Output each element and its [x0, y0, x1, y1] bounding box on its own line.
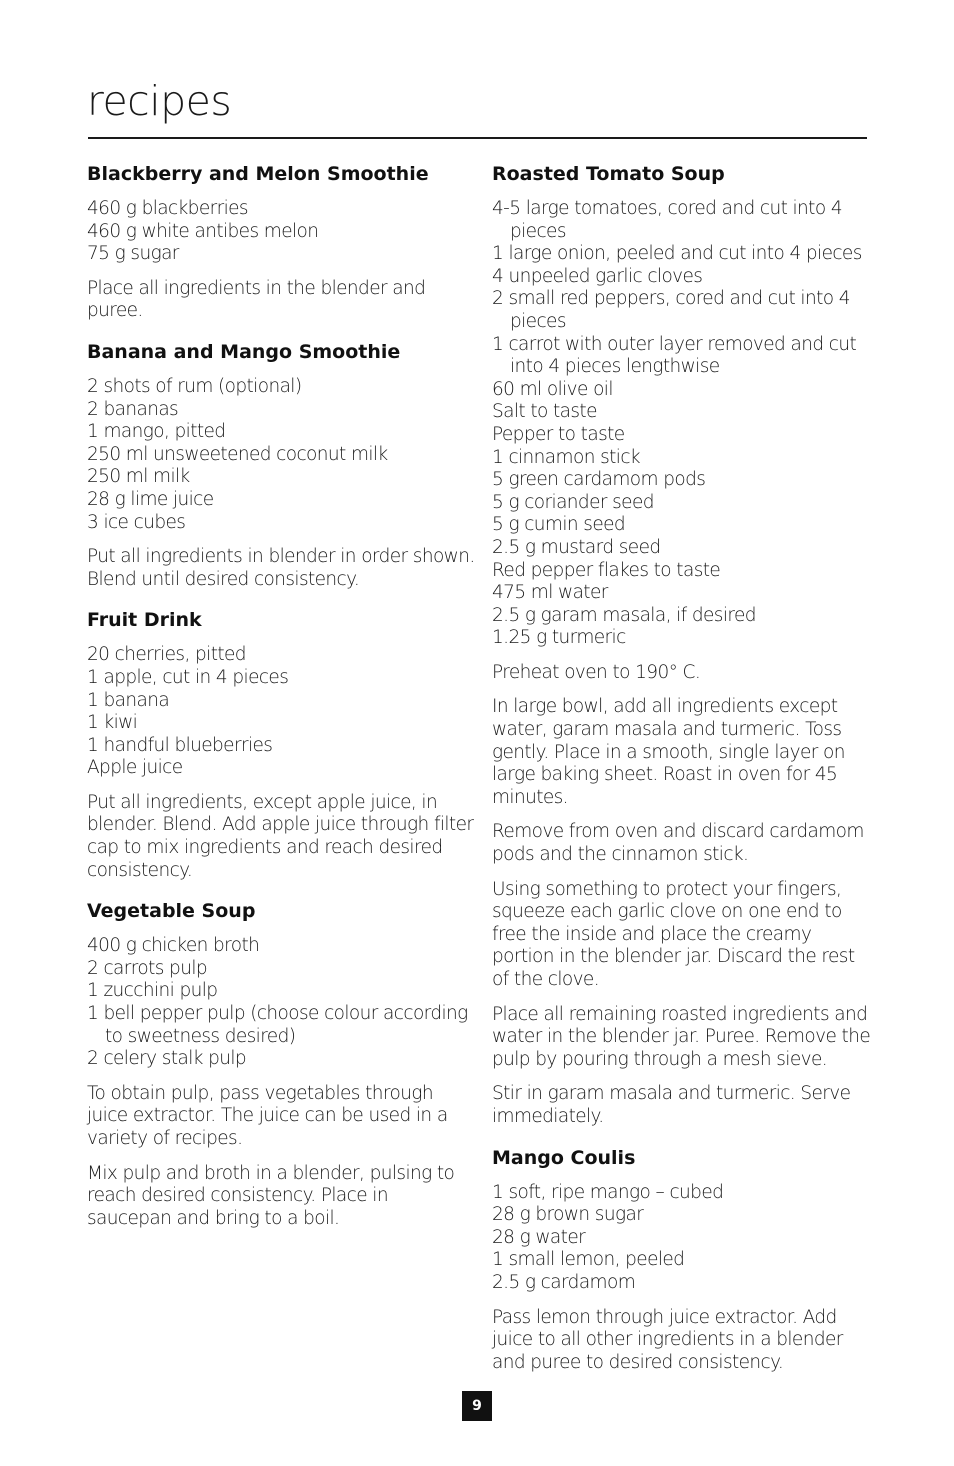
left-column [87, 163, 477, 1248]
instruction-paragraph: Place all remaining roasted ingredients and water in the blender jar. Puree. Remove the pulp by pouring through a mesh sieve. [492, 1003, 871, 1070]
ingredient-item: 2 bananas [87, 398, 179, 420]
instruction-paragraph: In large bowl, add all ingredients except water, garam masala and turmeric. Toss gently. Place in a smooth, single layer on large baking sheet. Roast in oven for 45 minutes. [492, 696, 845, 808]
ingredient-item: 1 carrot with outer layer removed and cut into 4 pieces lengthwise [492, 333, 857, 378]
ingredient-item: 4 unpeeled garlic cloves [492, 265, 703, 287]
ingredient-list [87, 644, 477, 780]
ingredient-item: 3 ice cubes [87, 511, 186, 533]
ingredient-item: 2.5 g mustard seed [492, 536, 661, 558]
ingredient-item: 1 large onion, peeled and cut into 4 pieces [492, 243, 862, 265]
instruction-paragraph: Put all ingredients, except apple juice, in blender. Blend. Add apple juice through filter cap to mix ingredients and reach desired consistency. [87, 791, 474, 881]
recipe-title: Vegetable Soup [87, 900, 256, 923]
right-column [492, 163, 872, 1392]
instruction-paragraph: Stir in garam masala and turmeric. Serve immediately. [492, 1083, 851, 1127]
instruction-paragraph: Place all ingredients in the blender and puree. [87, 277, 426, 322]
ingredient-item: 2.5 g garam masala, if desired [492, 604, 756, 626]
ingredient-item: 400 g chicken broth [87, 935, 260, 957]
title-divider [88, 137, 867, 139]
recipe-vegetable-soup [87, 900, 477, 1230]
recipe-fruit-drink [87, 609, 477, 882]
ingredient-item: 1 cinnamon stick [492, 446, 641, 468]
ingredient-list [87, 198, 477, 266]
recipe-title: Fruit Drink [87, 609, 202, 632]
instruction-paragraph: Put all ingredients in blender in order shown. Blend until desired consistency. [87, 546, 475, 590]
ingredient-item: 1 small lemon, peeled [492, 1249, 685, 1271]
ingredient-list [87, 376, 477, 534]
ingredient-item: 1 mango, pitted [87, 421, 226, 443]
ingredient-item: 2 carrots pulp [87, 957, 208, 979]
ingredient-item: 1 apple, cut in 4 pieces [87, 666, 289, 688]
ingredient-item: 75 g sugar [87, 243, 179, 265]
ingredient-item: 28 g brown sugar [492, 1204, 644, 1226]
ingredient-item: 2 small red peppers, cored and cut into 4 pieces [492, 288, 850, 332]
ingredient-item: 20 cherries, pitted [87, 644, 246, 666]
ingredient-item: 28 g lime juice [87, 488, 214, 510]
recipe-title: Roasted Tomato Soup [492, 163, 725, 185]
ingredient-item: 5 green cardamom pods [492, 469, 706, 491]
recipe-banana-and-mango-smoothie [87, 341, 477, 591]
ingredient-list [492, 198, 872, 650]
recipe-title: Banana and Mango Smoothie [87, 340, 401, 363]
recipe-mango-coulis [492, 1147, 872, 1375]
ingredient-item: 4-5 large tomatoes, cored and cut into 4 pieces [492, 198, 843, 242]
instruction-paragraph: Preheat oven to 190° C. [492, 661, 701, 683]
ingredient-item: 460 g blackberries [87, 198, 248, 219]
ingredient-list [492, 1182, 872, 1295]
ingredient-item: 60 ml olive oil [492, 378, 613, 400]
ingredient-item: 2.5 g cardamom [492, 1271, 636, 1293]
ingredient-item: 1 soft, ripe mango – cubed [492, 1181, 724, 1203]
ingredient-item: 460 g white antibes melon [87, 220, 319, 242]
ingredient-item: 2 shots of rum (optional) [87, 375, 302, 397]
instruction-paragraph: Mix pulp and broth in a blender, pulsing to reach desired consistency. Place in saucepan and bring to a boil. [87, 1162, 455, 1229]
ingredient-item: 1 kiwi [87, 712, 138, 734]
ingredient-item: Pepper to taste [492, 423, 625, 445]
ingredient-item: 28 g water [492, 1226, 586, 1248]
instruction-paragraph: Pass lemon through juice extractor. Add juice to all other ingredients in a blender and puree to desired consistency. [492, 1306, 843, 1373]
instruction-paragraph: Remove from oven and discard cardamom pods and the cinnamon stick. [492, 821, 864, 866]
ingredient-item: 475 ml water [492, 582, 608, 604]
ingredient-item: 1 handful blueberries [87, 734, 273, 756]
ingredient-item: 1 banana [87, 689, 170, 711]
ingredient-item: Salt to taste [492, 401, 597, 423]
ingredient-item: Apple juice [87, 757, 183, 779]
ingredient-item: 250 ml milk [87, 466, 190, 488]
recipe-title: Mango Coulis [492, 1146, 636, 1169]
recipe-roasted-tomato-soup [492, 163, 872, 1129]
ingredient-item: 1 bell pepper pulp (choose colour according to sweetness desired) [87, 1003, 468, 1047]
instruction-paragraph: Using something to protect your fingers, squeeze each garlic clove on one end to free the inside and place the creamy portion in the blender jar. Discard the rest of the clove. [492, 878, 855, 990]
ingredient-list [87, 935, 477, 1071]
ingredient-item: 2 celery stalk pulp [87, 1048, 247, 1070]
ingredient-item: 1 zucchini pulp [87, 980, 218, 1002]
ingredient-item: 1.25 g turmeric [492, 627, 626, 649]
ingredient-item: Red pepper flakes to taste [492, 559, 721, 581]
page-number: 9 [462, 1391, 492, 1421]
recipe-title: Blackberry and Melon Smoothie [87, 163, 429, 185]
ingredient-item: 5 g cumin seed [492, 514, 626, 536]
page-title: recipes [87, 77, 232, 125]
instruction-paragraph: To obtain pulp, pass vegetables through juice extractor. The juice can be used in a variety of recipes. [87, 1082, 448, 1149]
ingredient-item: 5 g coriander seed [492, 491, 654, 513]
ingredient-item: 250 ml unsweetened coconut milk [87, 443, 388, 465]
recipe-blackberry-and-melon-smoothie [87, 163, 477, 323]
